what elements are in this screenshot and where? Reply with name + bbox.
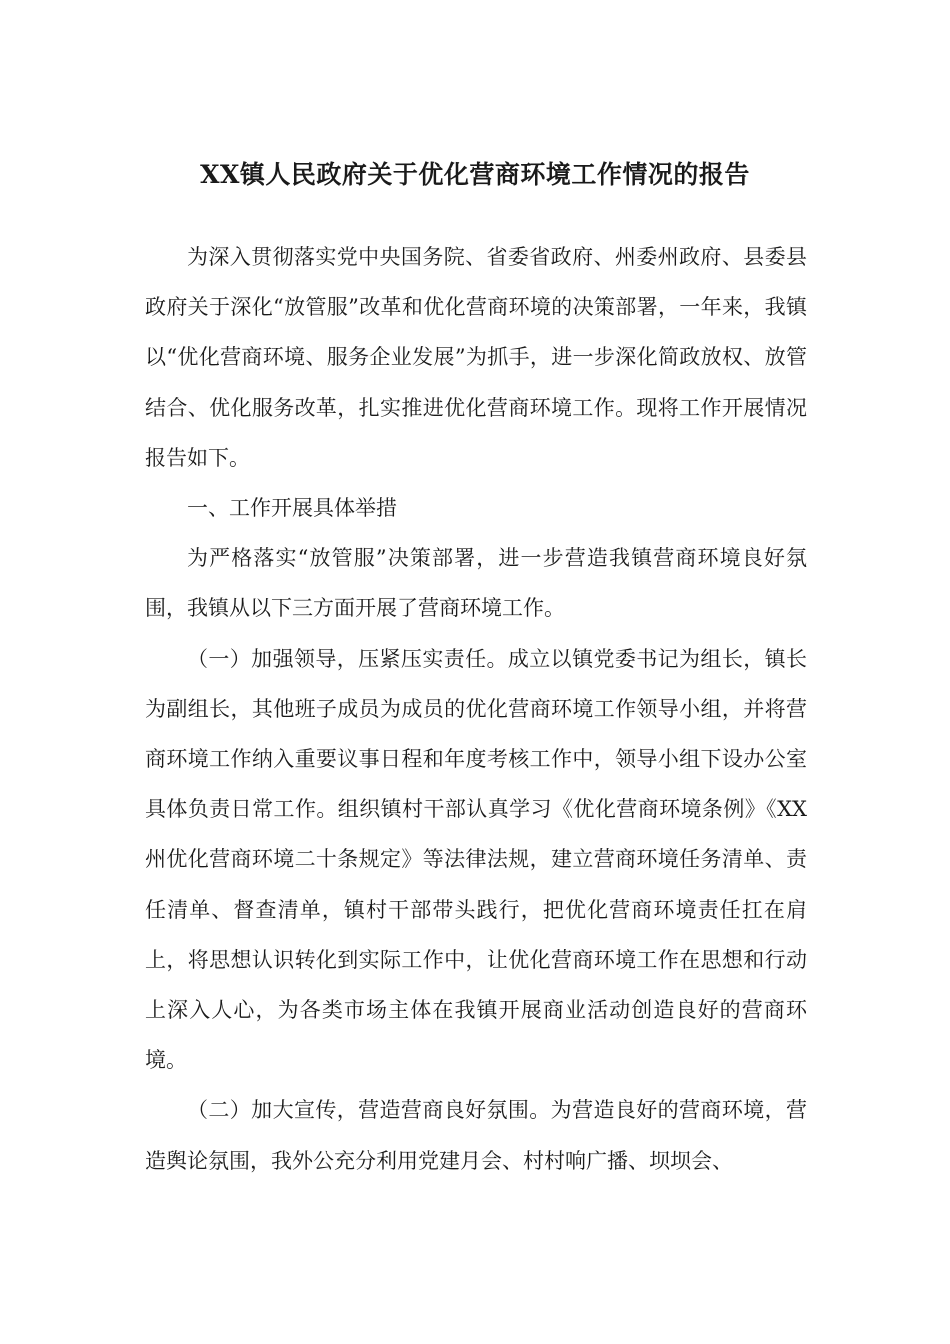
paragraph-item-2: （二）加大宣传，营造营商良好氛围。为营造良好的营商环境，营造舆论氛围，我外公充分利用党建月会、村村响广播、坝坝会、 bbox=[145, 1098, 807, 1173]
document-title: XX镇人民政府关于优化营商环境工作情况的报告 bbox=[200, 160, 750, 189]
section-heading-1: 一、工作开展具体举措 bbox=[187, 496, 397, 521]
document-body bbox=[145, 232, 807, 1186]
paragraph-overview: 为严格落实“放管服”决策部署，进一步营造我镇营商环境良好氛围，我镇从以下三方面开展了营商环境工作。 bbox=[145, 546, 807, 621]
paragraph-intro: 为深入贯彻落实党中央国务院、省委省政府、州委州政府、县委县政府关于深化“放管服”改革和优化营商环境的决策部署，一年来，我镇以“优化营商环境、服务企业发展”为抓手，进一步深化简政放权、放管结合、优化服务改革，扎实推进优化营商环境工作。现将工作开展情况报告如下。 bbox=[145, 245, 807, 470]
paragraph-item-1: （一）加强领导，压紧压实责任。成立以镇党委书记为组长，镇长为副组长，其他班子成员为成员的优化营商环境工作领导小组，并将营商环境工作纳入重要议事日程和年度考核工作中，领导小组下设办公室具体负责日常工作。组织镇村干部认真学习《优化营商环境条例》《XX州优化营商环境二十条规定》等法律法规，建立营商环境任务清单、责任清单、督查清单，镇村干部带头践行，把优化营商环境责任扛在肩上，将思想认识转化到实际工作中，让优化营商环境工作在思想和行动上深入人心，为各类市场主体在我镇开展商业活动创造良好的营商环境。 bbox=[145, 646, 807, 1073]
